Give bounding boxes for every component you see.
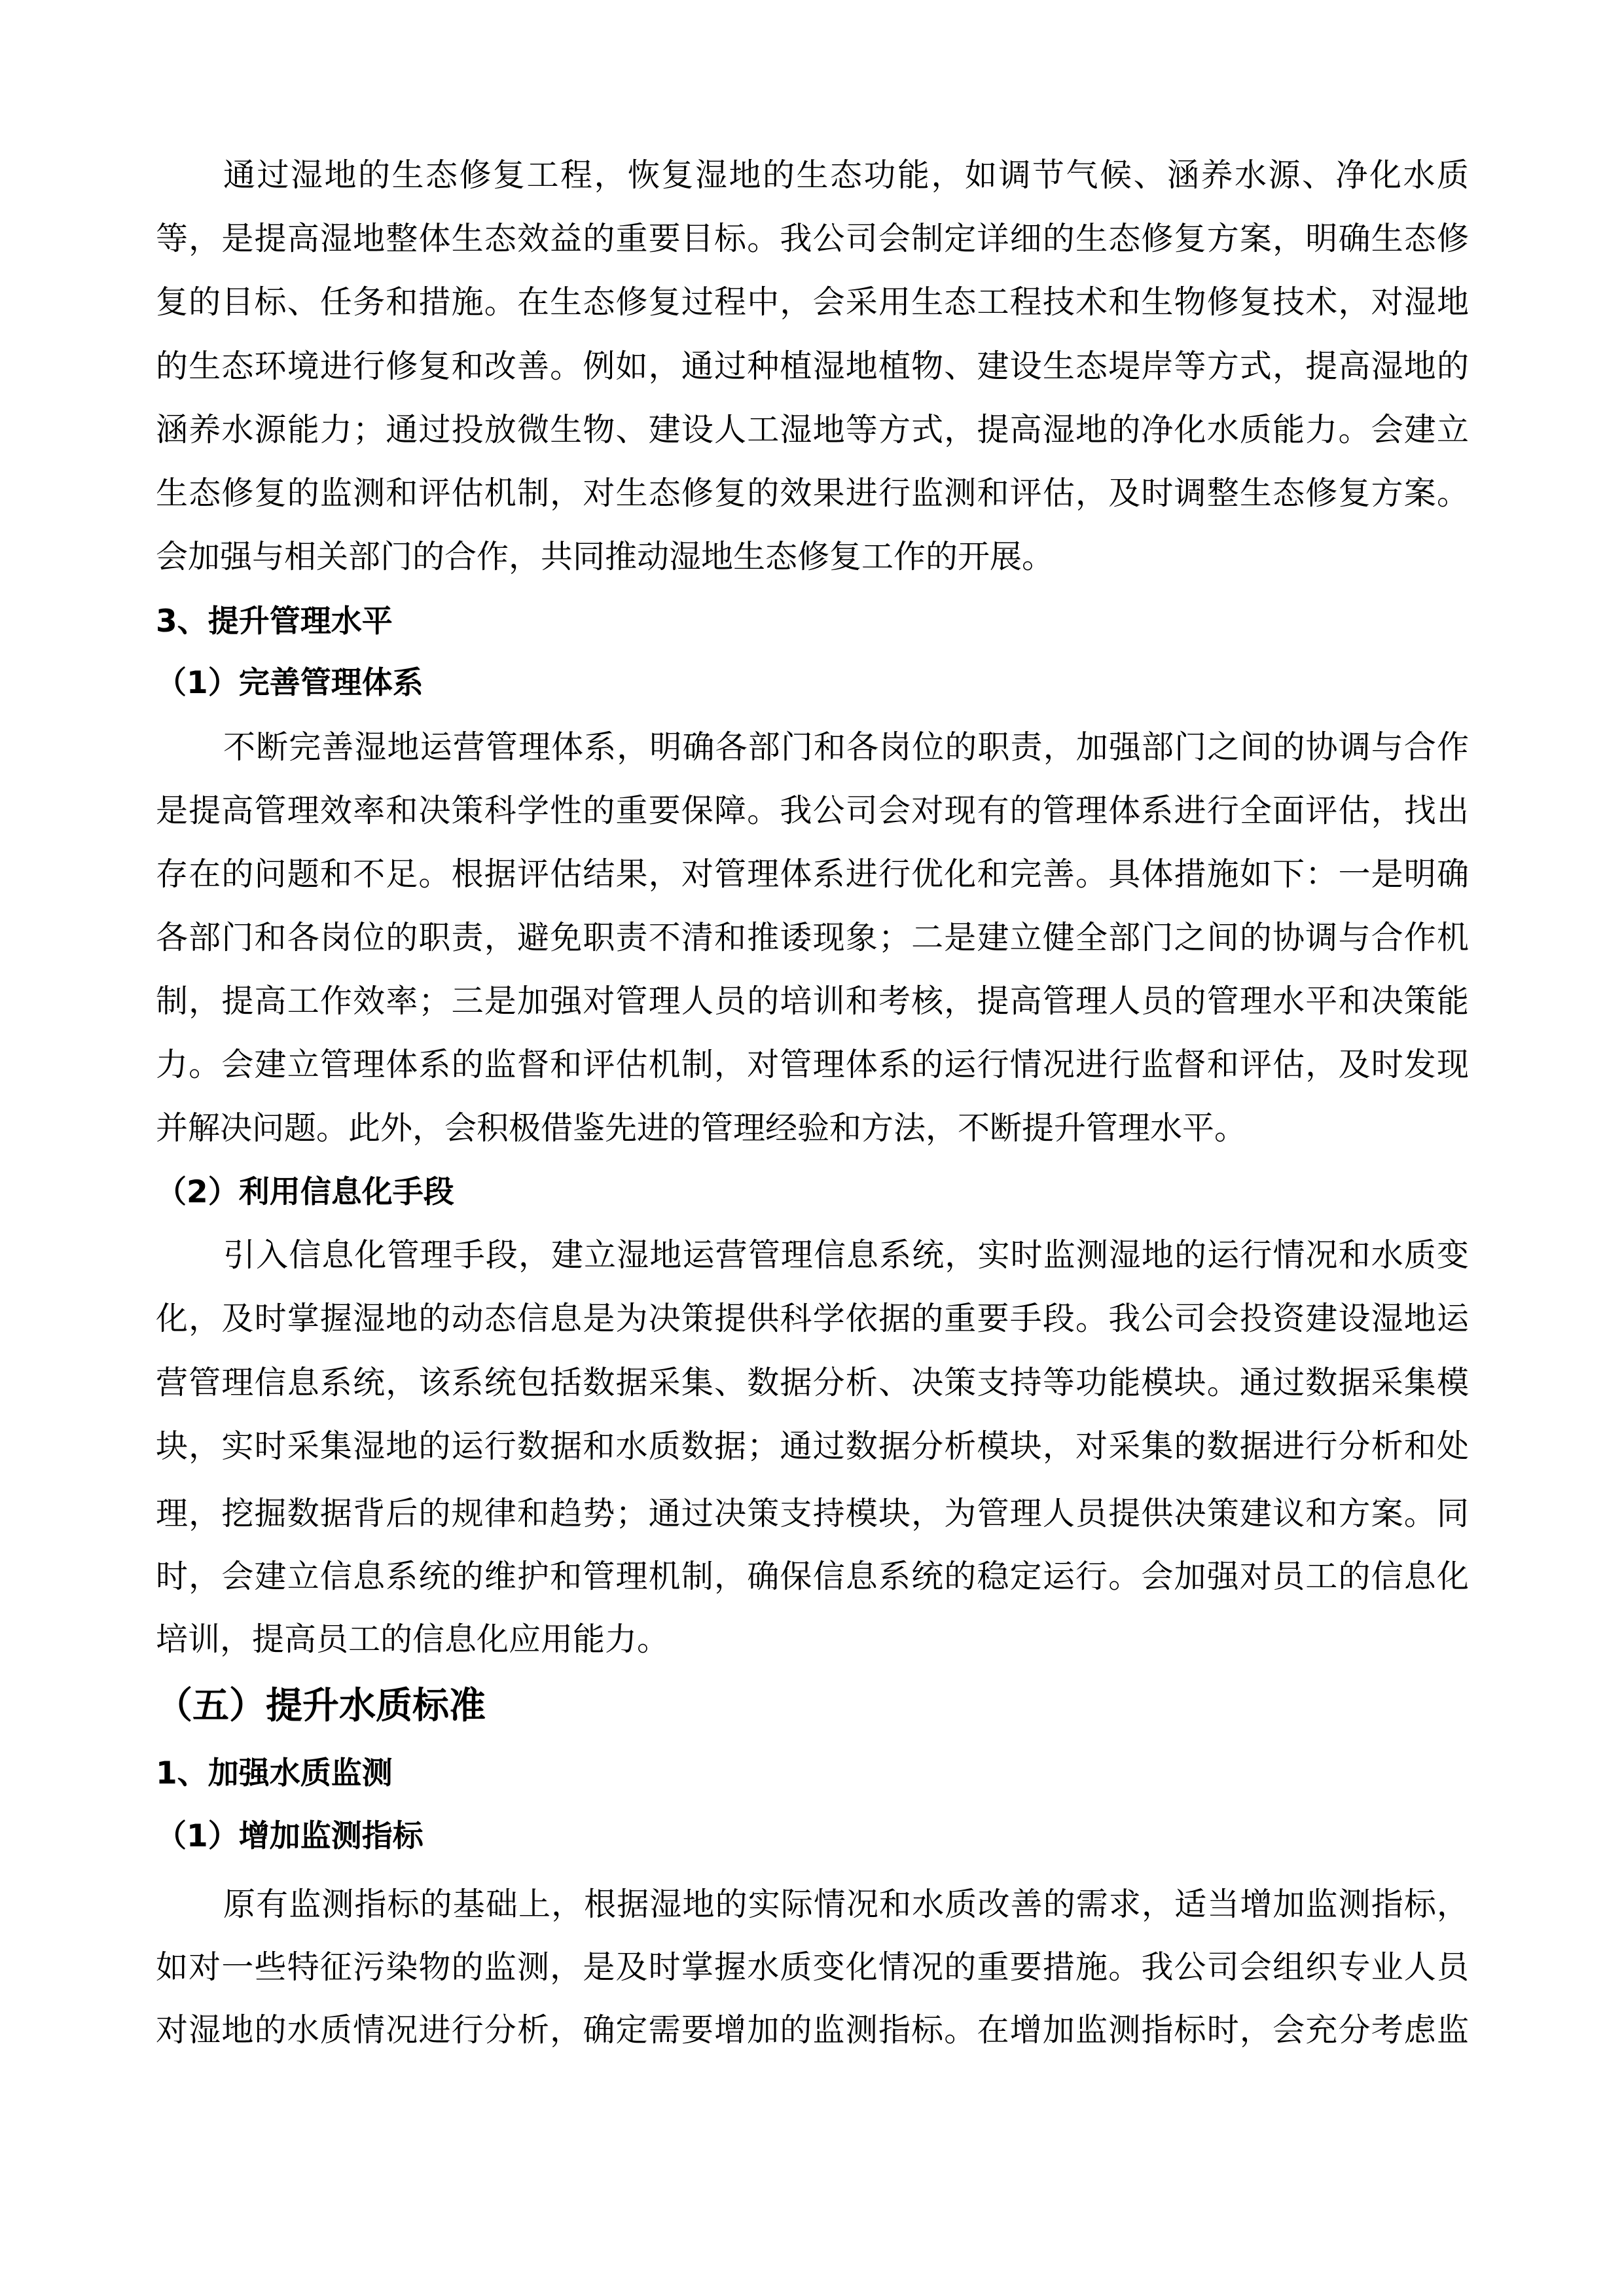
subsection-heading-improve-system: （1）完善管理体系 bbox=[156, 665, 424, 701]
paragraph-line: 原有监测指标的基础上，根据湿地的实际情况和水质改善的需求，适当增加监测指标， bbox=[223, 1886, 1469, 1923]
chapter-heading-water-quality: （五）提升水质标准 bbox=[156, 1685, 486, 1727]
section-heading-improve-management: 3、提升管理水平 bbox=[156, 603, 393, 639]
paragraph-line: 等，是提高湿地整体生态效益的重要目标。我公司会制定详细的生态修复方案，明确生态修 bbox=[156, 220, 1469, 257]
paragraph-line: 力。会建立管理体系的监督和评估机制，对管理体系的运行情况进行监督和评估，及时发现 bbox=[156, 1046, 1469, 1083]
paragraph-line: 会加强与相关部门的合作，共同推动湿地生态修复工作的开展。 bbox=[156, 538, 1055, 575]
paragraph-line: 是提高管理效率和决策科学性的重要保障。我公司会对现有的管理体系进行全面评估，找出 bbox=[156, 792, 1469, 829]
paragraph-line: 时，会建立信息系统的维护和管理机制，确保信息系统的稳定运行。会加强对员工的信息化 bbox=[156, 1558, 1469, 1595]
paragraph-line: 化，及时掌握湿地的动态信息是为决策提供科学依据的重要手段。我公司会投资建设湿地运 bbox=[156, 1300, 1469, 1337]
paragraph-line: 制，提高工作效率；三是加强对管理人员的培训和考核，提高管理人员的管理水平和决策能 bbox=[156, 982, 1469, 1020]
paragraph-line: 涵养水源能力；通过投放微生物、建设人工湿地等方式，提高湿地的净化水质能力。会建立 bbox=[156, 411, 1469, 448]
paragraph-line: 的生态环境进行修复和改善。例如，通过种植湿地植物、建设生态堤岸等方式，提高湿地的 bbox=[156, 348, 1469, 385]
paragraph-line: 不断完善湿地运营管理体系，明确各部门和各岗位的职责，加强部门之间的协调与合作 bbox=[223, 728, 1469, 766]
paragraph-line: 引入信息化管理手段，建立湿地运营管理信息系统，实时监测湿地的运行情况和水质变 bbox=[223, 1236, 1469, 1274]
paragraph-line: 对湿地的水质情况进行分析，确定需要增加的监测指标。在增加监测指标时，会充分考虑监 bbox=[156, 2011, 1469, 2049]
paragraph-line: 块，实时采集湿地的运行数据和水质数据；通过数据分析模块，对采集的数据进行分析和处 bbox=[156, 1427, 1469, 1465]
paragraph-line: 复的目标、任务和措施。在生态修复过程中，会采用生态工程技术和生物修复技术，对湿地 bbox=[156, 283, 1469, 321]
paragraph-line: 并解决问题。此外，会积极借鉴先进的管理经验和方法，不断提升管理水平。 bbox=[156, 1109, 1247, 1147]
paragraph-line: 存在的问题和不足。根据评估结果，对管理体系进行优化和完善。具体措施如下：一是明确 bbox=[156, 855, 1469, 893]
subsection-heading-informatization: （2）利用信息化手段 bbox=[156, 1174, 454, 1210]
paragraph-line: 如对一些特征污染物的监测，是及时掌握水质变化情况的重要措施。我公司会组织专业人员 bbox=[156, 1948, 1469, 1986]
paragraph-line: 通过湿地的生态修复工程，恢复湿地的生态功能，如调节气候、涵养水源、净化水质 bbox=[223, 156, 1469, 194]
paragraph-line: 理，挖掘数据背后的规律和趋势；通过决策支持模块，为管理人员提供决策建议和方案。同 bbox=[156, 1495, 1469, 1532]
paragraph-line: 各部门和各岗位的职责，避免职责不清和推诿现象；二是建立健全部门之间的协调与合作机 bbox=[156, 919, 1469, 956]
paragraph-line: 培训，提高员工的信息化应用能力。 bbox=[156, 1621, 670, 1658]
section-heading-strengthen-monitoring: 1、加强水质监测 bbox=[156, 1755, 393, 1791]
subsection-heading-add-indicators: （1）增加监测指标 bbox=[156, 1818, 424, 1854]
paragraph-line: 生态修复的监测和评估机制，对生态修复的效果进行监测和评估，及时调整生态修复方案。 bbox=[156, 475, 1469, 512]
paragraph-line: 营管理信息系统，该系统包括数据采集、数据分析、决策支持等功能模块。通过数据采集模 bbox=[156, 1364, 1469, 1401]
